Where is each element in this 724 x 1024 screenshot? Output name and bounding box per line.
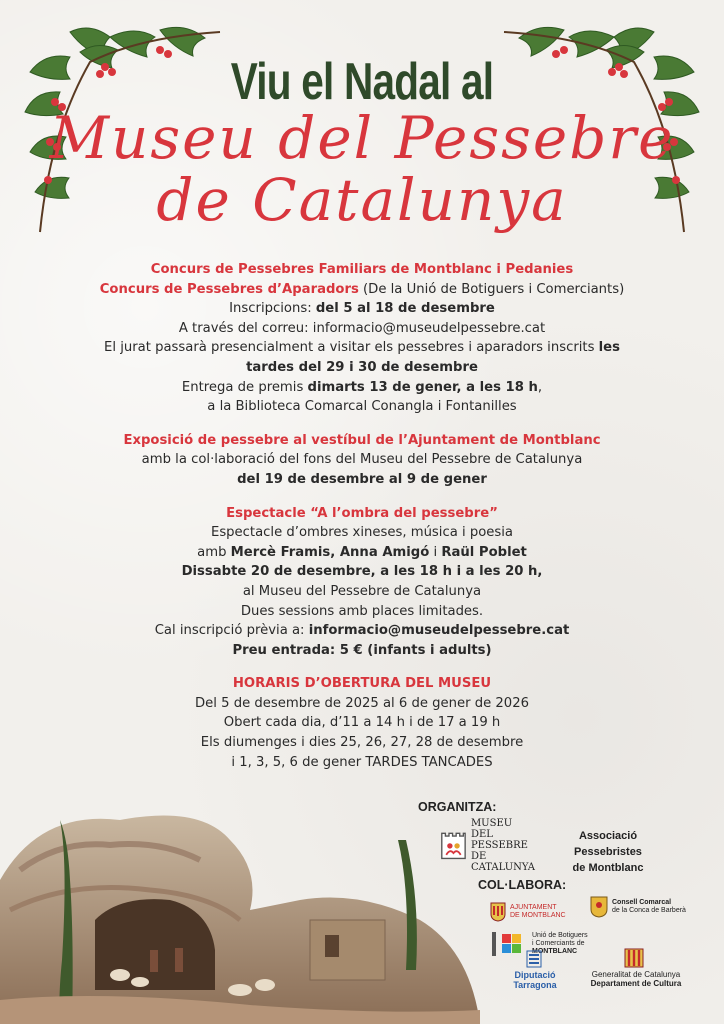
generalitat-line2: Departament de Cultura (590, 979, 682, 988)
generalitat-logo-icon (624, 948, 644, 968)
correu-email[interactable]: informacio@museudelpessebre.cat (312, 320, 546, 336)
artists-amb: amb (197, 544, 231, 560)
nativity-scene-image (0, 800, 480, 1024)
section3-sessions: Dues sessions amb places limitades. (240, 603, 484, 619)
section1-heading2-line (90, 280, 634, 300)
artists-b: Raül Poblet (441, 544, 527, 560)
section2-dates: del 19 de desembre al 9 de gener (237, 471, 487, 487)
correu-line (90, 319, 634, 339)
ajuntament-line1: AJUNTAMENT (510, 904, 557, 911)
inscripcions-line (90, 299, 634, 319)
section3-place: al Museu del Pessebre de Catalunya (242, 583, 482, 599)
section3-line1: Espectacle d’ombres xineses, música i poesia (210, 525, 514, 541)
associacio-logo (548, 828, 668, 876)
ubcm-line3: MONTBLANC (532, 948, 578, 955)
museu-logo-icon (440, 828, 467, 862)
premis-lloc: a la Biblioteca Comarcal Conangla i Fontanilles (207, 399, 517, 415)
jurat-text: El jurat passarà presencialment a visitar els pessebres i aparadors inscrits (104, 340, 599, 356)
section3-heading: Espectacle “A l’ombra del pessebre” (226, 505, 498, 521)
title-line1: Viu el Nadal al (230, 53, 494, 111)
inscripcio-email[interactable]: informacio@museudelpessebre.cat (308, 623, 570, 639)
artists-a: Mercè Framis, Anna Amigó (230, 544, 430, 560)
museu-line3: DE CATALUNYA (470, 850, 535, 873)
ajuntament-line2: DE MONTBLANC (510, 912, 566, 919)
consell-shield-icon (590, 896, 608, 918)
inscripcio-line (90, 621, 634, 641)
section4-line3: Els diumenges i dies 25, 26, 27, 28 de desembre (200, 735, 524, 751)
premis-line (90, 378, 634, 398)
inscripcions-dates: del 5 al 18 de desembre (315, 301, 495, 317)
artists-line (90, 543, 634, 563)
ubcm-logo-icon (492, 930, 528, 958)
diputacio-label: Diputació Tarragona (513, 970, 557, 990)
section2-heading: Exposició de pessebre al vestíbul de l’Ajuntament de Montblanc (123, 432, 601, 448)
organitza-label: ORGANITZA: (418, 800, 497, 814)
jurat-bold: les tardes del 29 i 30 de desembre (246, 340, 620, 375)
section4-line1: Del 5 de desembre de 2025 al 6 de gener de 2026 (195, 695, 529, 711)
correu-label: A través del correu: (178, 320, 313, 336)
ajuntament-logo (490, 902, 566, 922)
consell-line1: Consell Comarcal (612, 899, 672, 906)
section2-text: amb la col·laboració del fons del Museu del Pessebre de Catalunya (141, 452, 583, 468)
museu-logo-text (471, 818, 545, 873)
event-content (90, 260, 634, 772)
generalitat-label (586, 970, 686, 988)
ajuntament-shield-icon (490, 902, 506, 922)
consell-logo (590, 896, 686, 918)
generalitat-line1: Generalitat de Catalunya (591, 970, 681, 979)
jurat-line (90, 338, 634, 377)
ubcm-line1: Unió de Botiguers (532, 932, 588, 939)
assoc-line1: Associació Pessebristes (574, 830, 642, 858)
title-line3: de Catalunya (156, 166, 568, 234)
section1-heading2: Concurs de Pessebres d’Aparadors (99, 281, 359, 297)
section1-heading1: Concurs de Pessebres Familiars de Montblanc i Pedanies (150, 262, 574, 277)
artists-i: i (429, 544, 442, 560)
assoc-line2: de Montblanc (572, 862, 644, 874)
section4-line4: i 1, 3, 5, 6 de gener TARDES TANCADES (231, 754, 493, 770)
museu-line1: MUSEU (470, 817, 513, 829)
premis-bold: dimarts 13 de gener, a les 18 h (307, 379, 538, 395)
inscripcio-label: Cal inscripció prèvia a: (154, 623, 309, 639)
ubcm-line2: i Comerciants de (532, 940, 585, 947)
col-labora-label: COL·LABORA: (478, 878, 567, 892)
section3-date: Dissabte 20 de desembre, a les 18 h i a les 20 h, (181, 564, 543, 580)
section3-preu: Preu entrada: 5 € (infants i adults) (232, 642, 492, 658)
museu-line2: DEL PESSEBRE (470, 828, 528, 851)
title-line2: Museu del Pessebre (49, 104, 675, 172)
consell-line2: de la Conca de Barberà (612, 907, 686, 914)
section1-heading2-note: (De la Unió de Botiguers i Comerciants) (358, 281, 625, 297)
premis-text: Entrega de premis (181, 379, 308, 395)
museu-logo (440, 817, 545, 873)
inscripcions-label: Inscripcions: (229, 301, 316, 317)
section4-line2: Obert cada dia, d’11 a 14 h i de 17 a 19 h (223, 715, 501, 731)
section4-heading: HORARIS D’OBERTURA DEL MUSEU (232, 676, 492, 692)
diputacio-logo-icon (526, 950, 542, 968)
premis-end: , (537, 379, 543, 395)
